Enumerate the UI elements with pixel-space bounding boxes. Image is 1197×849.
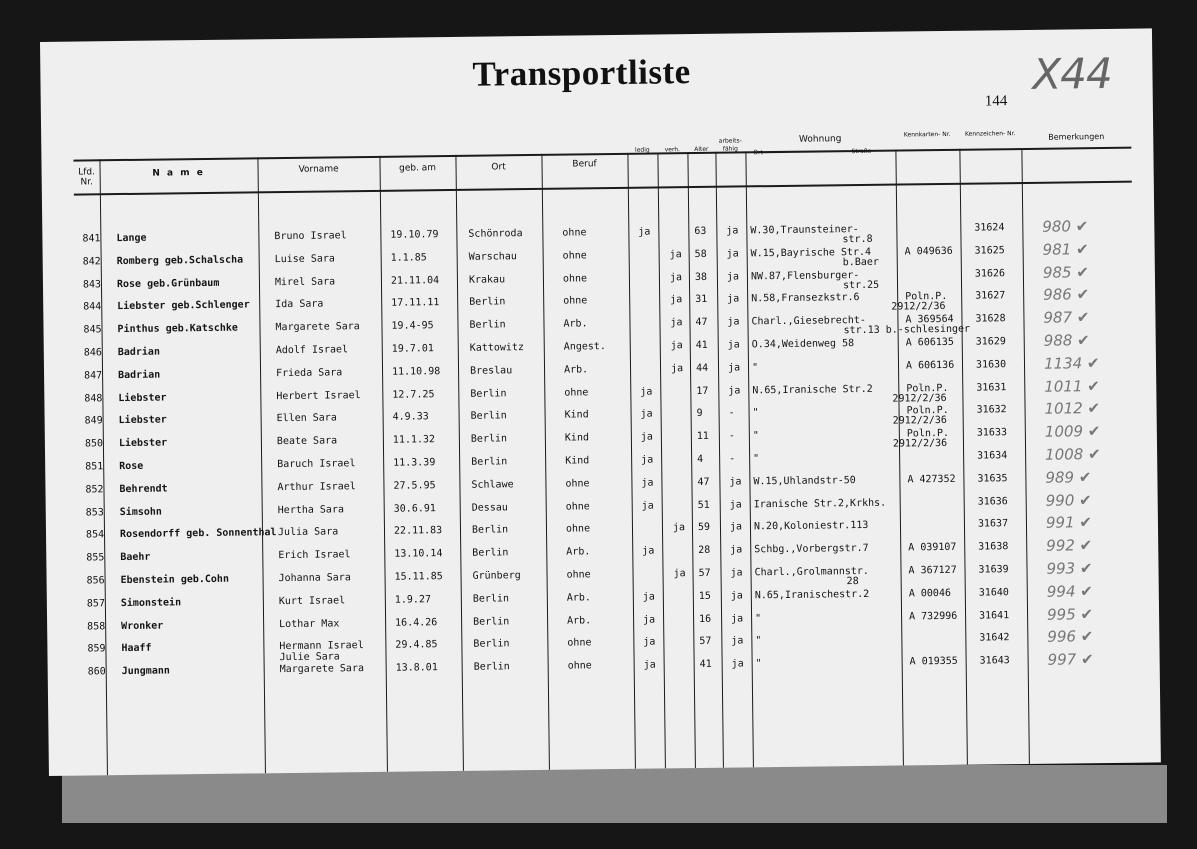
cell-ledig: ja <box>641 477 654 489</box>
cell-ort: Dessau <box>471 501 508 514</box>
handwritten-remark: 992 ✔ <box>1046 536 1093 555</box>
column-divider <box>541 154 550 770</box>
cell-kk1: A 732996 <box>909 610 958 623</box>
cell-ort: Berlin <box>473 615 510 628</box>
handwritten-remark: 995 ✔ <box>1046 604 1094 624</box>
document-title: Transportliste <box>472 52 691 94</box>
cell-vorname: Margarete Sara <box>279 663 365 676</box>
cell-alter: 15 <box>698 590 711 602</box>
cell-ledig: ja <box>642 591 655 603</box>
cell-ledig: ja <box>643 659 656 671</box>
cell-nr: 847 <box>84 370 103 382</box>
handwritten-remark: 981 ✔ <box>1042 240 1089 259</box>
cell-vorname: Erich Israel <box>278 549 351 562</box>
cell-name: Behrendt <box>119 483 168 495</box>
cell-nr: 852 <box>85 484 104 496</box>
cell-geb: 19.7.01 <box>391 343 434 355</box>
cell-af: ja <box>731 613 744 625</box>
cell-af: ja <box>729 476 742 488</box>
cell-kk2: 2912/2/36 <box>892 415 947 428</box>
cell-vorname: Beate Sara <box>276 435 338 448</box>
cell-kz: 31642 <box>979 632 1010 644</box>
cell-af: ja <box>726 225 739 237</box>
cell-geb: 22.11.83 <box>393 525 443 538</box>
cell-nr: 855 <box>86 552 105 564</box>
cell-kk1: A 00046 <box>908 587 952 600</box>
cell-geb: 30.6.91 <box>393 502 436 515</box>
cell-nr: 842 <box>82 256 101 268</box>
cell-kz: 31634 <box>977 450 1008 462</box>
cell-ort: Krakau <box>468 273 506 286</box>
cell-beruf: Kind <box>564 432 590 444</box>
cell-af: ja <box>726 248 739 260</box>
cell-ledig: ja <box>642 545 655 557</box>
cell-alter: 4 <box>697 453 704 466</box>
cell-wohn1: Iranische Str.2,Krkhs. <box>753 497 887 510</box>
cell-kk1: Poln.P. <box>905 291 948 303</box>
header-arbeitsfaehig: arbeits- fähig <box>718 137 742 153</box>
cell-name: Simonstein <box>120 597 182 609</box>
cell-ort: Berlin <box>469 296 506 309</box>
cell-alter: 47 <box>695 317 708 329</box>
cell-ledig: ja <box>640 386 653 398</box>
cell-name: Ebenstein geb.Cohn <box>120 573 230 587</box>
cell-verh: ja <box>670 317 683 329</box>
header-geb-am: geb. am <box>399 163 437 174</box>
cell-kz: 31627 <box>975 290 1006 302</box>
cell-name: Rose geb.Grünbaum <box>116 277 220 290</box>
cell-vorname: Ida Sara <box>275 298 324 311</box>
header-beruf: Beruf <box>572 159 597 170</box>
cell-alter: 44 <box>695 362 709 374</box>
cell-alter: 16 <box>699 613 712 625</box>
cell-ort: Berlin <box>471 524 509 537</box>
header-kennkarten: Kennkarten- Nr. <box>903 130 951 139</box>
cell-nr: 841 <box>82 233 101 245</box>
cell-kk2: 2912/2/36 <box>892 392 947 405</box>
cell-beruf: ohne <box>565 478 590 490</box>
cell-geb: 13.8.01 <box>395 662 438 674</box>
cell-name: Badrian <box>117 346 161 359</box>
page-number: 144 <box>984 93 1008 110</box>
cell-ort: Schönroda <box>468 228 523 240</box>
cell-nr: 844 <box>83 301 102 313</box>
cell-ort: Grünberg <box>472 570 521 582</box>
cell-alter: 38 <box>694 271 708 283</box>
cell-af: ja <box>726 271 740 283</box>
cell-wohn1: " <box>752 407 759 419</box>
cell-verh: ja <box>672 522 686 534</box>
cell-verh: ja <box>669 248 682 261</box>
cell-alter: 28 <box>698 545 711 557</box>
handwritten-remark: 987 ✔ <box>1043 308 1090 327</box>
cell-name: Liebster <box>118 392 167 404</box>
cell-ort: Warschau <box>468 250 517 263</box>
cell-name: Jungmann <box>121 665 170 678</box>
cell-alter: 17 <box>696 385 709 397</box>
cell-vorname: Ellen Sara <box>276 412 337 425</box>
cell-kz: 31625 <box>974 245 1005 257</box>
cell-wohn1: N.20,Koloniestr.113 <box>753 520 869 533</box>
cell-kz: 31630 <box>975 359 1007 371</box>
cell-alter: 63 <box>694 225 707 238</box>
cell-beruf: ohne <box>562 272 588 285</box>
cell-beruf: ohne <box>562 227 587 239</box>
cell-kz: 31628 <box>975 313 1006 325</box>
header-alter: Alter <box>694 145 709 154</box>
cell-beruf: ohne <box>562 250 587 262</box>
cell-kz: 31635 <box>977 473 1008 485</box>
cell-vorname: Hermann Israel <box>279 640 364 653</box>
cell-kz: 31641 <box>979 609 1010 622</box>
handwritten-remark: 991 ✔ <box>1045 513 1093 533</box>
cell-kz: 31633 <box>976 427 1008 439</box>
cell-geb: 1.9.27 <box>394 594 432 606</box>
cell-name: Lange <box>116 232 147 245</box>
cell-kk1: A 019355 <box>909 656 958 668</box>
cell-kk1: A 367127 <box>908 564 957 577</box>
cell-ledig: ja <box>643 636 656 649</box>
cell-alter: 41 <box>695 339 708 352</box>
cell-nr: 859 <box>87 643 106 655</box>
cell-wohn2: str.8 <box>842 233 873 246</box>
cell-wohn1: " <box>755 635 762 647</box>
cell-name: Liebster <box>118 414 167 427</box>
cell-kk1: A 427352 <box>907 473 956 486</box>
cell-nr: 849 <box>84 415 103 427</box>
column-divider <box>959 149 968 765</box>
cell-geb: 16.4.26 <box>395 616 438 629</box>
cell-beruf: ohne <box>567 660 592 672</box>
cell-kz: 31629 <box>975 336 1006 348</box>
cell-kz: 31632 <box>976 404 1007 416</box>
column-divider <box>379 156 388 772</box>
cell-alter: 31 <box>695 294 708 306</box>
cell-geb: 21.11.04 <box>390 274 440 287</box>
cell-geb: 12.7.25 <box>392 388 435 401</box>
cell-af: ja <box>727 293 740 306</box>
cell-af: ja <box>729 521 743 533</box>
cell-nr: 854 <box>85 529 105 541</box>
transport-list-sheet <box>40 28 1161 776</box>
cell-nr: 857 <box>86 598 105 610</box>
cell-alter: 51 <box>697 499 710 511</box>
cell-vorname: Luise Sara <box>274 253 335 265</box>
column-divider <box>257 157 266 773</box>
cell-geb: 1.1.85 <box>390 252 427 264</box>
cell-ort: Berlin <box>471 456 508 468</box>
cell-geb: 4.9.33 <box>392 411 429 424</box>
cell-wohn1: Charl.,Giesebrecht- <box>751 315 866 328</box>
cell-vorname: Hertha Sara <box>277 503 345 516</box>
cell-ort: Berlin <box>472 547 509 559</box>
handwritten-remark: 1008 ✔ <box>1045 445 1101 464</box>
cell-alter: 57 <box>698 567 711 579</box>
header-ort: Ort <box>491 162 506 173</box>
cell-af: ja <box>730 590 743 602</box>
cell-vorname: Kurt Israel <box>278 595 346 607</box>
cell-vorname: Johanna Sara <box>278 572 351 585</box>
cell-af: ja <box>728 385 741 397</box>
cell-vorname: Herbert Israel <box>276 389 361 402</box>
handwritten-remark: 1009 ✔ <box>1044 422 1101 441</box>
cell-name: Rosendorff geb. Sonnenthal <box>119 527 277 541</box>
cell-geb: 13.10.14 <box>394 548 443 560</box>
cell-beruf: Kind <box>565 455 590 467</box>
cell-vorname: Lothar Max <box>279 617 340 630</box>
cell-af: - <box>729 453 736 465</box>
cell-geb: 19.4-95 <box>391 320 434 332</box>
header-name: N a m e <box>152 167 205 179</box>
header-bemerkungen: Bemerkungen <box>1048 132 1105 142</box>
cell-wohn2: 28 <box>846 576 859 588</box>
cell-vorname: Julia Sara <box>277 526 339 539</box>
cell-af: ja <box>731 635 744 647</box>
handwritten-remark: 990 ✔ <box>1045 490 1092 510</box>
cell-vorname: Baruch Israel <box>277 458 356 471</box>
cell-name: Romberg geb.Schalscha <box>116 254 244 267</box>
cell-ort: Berlin <box>473 661 510 673</box>
cell-nr: 851 <box>85 461 104 473</box>
cell-wohn1: " <box>755 658 762 670</box>
column-divider <box>455 155 464 771</box>
cell-beruf: ohne <box>563 295 588 308</box>
header-wohnung-strasse: Straße <box>851 147 872 156</box>
handwritten-remark: 993 ✔ <box>1046 559 1093 578</box>
handwritten-remark: 985 ✔ <box>1042 262 1089 282</box>
header-wohnung: Wohnung <box>798 134 842 145</box>
header-bottom-rule <box>74 181 1132 196</box>
cell-geb: 11.10.98 <box>391 365 441 378</box>
extra-vorname-line: Julie Sara <box>279 651 340 664</box>
cell-kz: 31631 <box>976 381 1007 394</box>
handwritten-page-number: X44 <box>1032 48 1112 99</box>
cell-beruf: Arb. <box>563 364 589 376</box>
cell-beruf: ohne <box>565 500 590 513</box>
cell-geb: 11.3.39 <box>393 457 436 469</box>
cell-af: - <box>728 430 735 442</box>
cell-beruf: Arb. <box>566 546 591 558</box>
header-nr: Lfd. Nr. <box>78 167 96 188</box>
cell-nr: 858 <box>87 620 106 633</box>
cell-ort: Breslau <box>469 365 513 377</box>
cell-kk1: A 606135 <box>905 336 954 349</box>
column-divider <box>627 153 636 769</box>
cell-wohn1: W.15,Uhlandstr-50 <box>753 474 856 488</box>
cell-vorname: Mirel Sara <box>274 276 336 288</box>
cell-ort: Berlin <box>470 433 508 445</box>
cell-kz: 31637 <box>977 518 1009 530</box>
cell-geb: 15.11.85 <box>394 571 443 583</box>
cell-wohn2: str.25 <box>842 279 880 291</box>
cell-alter: 58 <box>694 248 707 260</box>
handwritten-remark: 994 ✔ <box>1046 581 1093 601</box>
cell-kk1: Poln.P. <box>906 428 950 440</box>
cell-kz: 31626 <box>974 267 1006 280</box>
cell-vorname: Bruno Israel <box>274 230 347 243</box>
column-divider <box>895 150 904 766</box>
cell-ort: Berlin <box>473 638 510 651</box>
cell-kz: 31640 <box>978 587 1009 599</box>
cell-ledig: ja <box>643 614 656 626</box>
header-verh: verh. <box>664 146 681 154</box>
cell-alter: 47 <box>697 476 710 488</box>
cell-wohn1: " <box>755 612 762 624</box>
column-divider <box>715 152 724 768</box>
cell-beruf: Arb. <box>566 592 591 604</box>
cell-kk1: A 606136 <box>905 359 955 372</box>
cell-wohn1: W.15,Bayrische Str.4 <box>750 246 872 260</box>
handwritten-remark: 980 ✔ <box>1042 217 1089 236</box>
cell-nr: 848 <box>84 392 103 405</box>
cell-alter: 59 <box>697 522 711 534</box>
cell-wohn2: b.Baer <box>842 256 879 269</box>
cell-kk1: Poln.P. <box>906 382 949 395</box>
cell-af: ja <box>727 339 740 351</box>
cell-verh: ja <box>670 340 683 352</box>
cell-alter: 9 <box>696 408 703 420</box>
cell-wohn1: O.34,Weidenweg 58 <box>751 338 855 351</box>
cell-verh: ja <box>673 568 686 580</box>
cell-ledig: ja <box>641 454 654 466</box>
cell-wohn1: Charl.,Grolmannstr. <box>754 565 869 579</box>
cell-ledig: ja <box>640 431 653 443</box>
cell-kz: 31624 <box>974 222 1005 234</box>
cell-nr: 856 <box>86 575 105 587</box>
cell-name: Pinthus geb.Katschke <box>117 322 239 336</box>
cell-beruf: Kind <box>564 409 589 422</box>
cell-geb: 29.4.85 <box>395 639 438 652</box>
cell-name: Haaff <box>121 643 152 655</box>
cell-wohn1: N.65,Iranischestr.2 <box>754 588 870 602</box>
cell-beruf: Angest. <box>563 341 606 353</box>
cell-alter: 41 <box>699 659 712 671</box>
cell-ort: Schlawe <box>471 479 514 491</box>
cell-wohn1: N.65,Iranische Str.2 <box>752 383 873 396</box>
cell-name: Baehr <box>120 551 151 564</box>
cell-kk1: Poln.P. <box>906 405 949 417</box>
cell-wohn1: " <box>753 453 760 465</box>
cell-ort: Berlin <box>470 387 507 400</box>
handwritten-remark: 1011 ✔ <box>1044 376 1100 396</box>
cell-nr: 850 <box>84 438 104 450</box>
cell-vorname: Frieda Sara <box>275 367 343 379</box>
cell-name: Badrian <box>118 369 161 381</box>
cell-kk1: A 369564 <box>905 314 954 326</box>
cell-kk2: 2912/2/36 <box>892 438 948 450</box>
cell-name: Simsohn <box>119 506 162 518</box>
cell-alter: 57 <box>699 636 712 648</box>
handwritten-remark: 997 ✔ <box>1047 650 1094 669</box>
cell-alter: 11 <box>696 431 709 443</box>
cell-name: Liebster geb.Schlenger <box>117 299 250 313</box>
handwritten-remark: 986 ✔ <box>1043 285 1090 305</box>
cell-beruf: ohne <box>564 386 589 399</box>
cell-wohn2: str.13 b.-schlesinger <box>843 323 971 337</box>
cell-name: Liebster <box>118 437 168 450</box>
cell-af: ja <box>729 499 742 511</box>
cell-af: ja <box>727 316 740 328</box>
cell-geb: 19.10.79 <box>390 229 439 241</box>
handwritten-remark: 996 ✔ <box>1047 627 1094 647</box>
column-divider <box>687 152 696 768</box>
cell-vorname: Adolf Israel <box>275 344 349 357</box>
cell-geb: 11.1.32 <box>392 434 436 446</box>
cell-ledig: ja <box>641 500 654 512</box>
cell-verh: ja <box>670 362 684 375</box>
header-vorname: Vorname <box>298 164 339 175</box>
cell-geb: 17.11.11 <box>391 297 440 310</box>
handwritten-remark: 1134 ✔ <box>1043 353 1100 373</box>
cell-ort: Berlin <box>470 410 507 423</box>
cell-af: - <box>728 407 735 420</box>
cell-beruf: ohne <box>566 569 591 581</box>
cell-wohn1: " <box>751 362 759 374</box>
cell-geb: 27.5.95 <box>393 479 436 492</box>
cell-vorname: Arthur Israel <box>277 480 356 493</box>
header-ledig: ledig <box>634 146 650 154</box>
cell-af: ja <box>727 362 741 374</box>
cell-name: Wronker <box>121 620 164 632</box>
cell-kk1: A 039107 <box>908 542 957 554</box>
cell-ledig: ja <box>640 408 653 421</box>
cell-kz: 31643 <box>979 655 1010 667</box>
cell-nr: 843 <box>82 278 102 291</box>
cell-vorname: Margarete Sara <box>275 321 360 334</box>
column-divider <box>1021 148 1030 764</box>
cell-beruf: Arb. <box>563 318 588 330</box>
cell-ledig: ja <box>638 226 651 238</box>
cell-beruf: ohne <box>565 523 591 536</box>
cell-ort: Berlin <box>472 593 510 605</box>
cell-kk1: A 049636 <box>904 245 953 258</box>
handwritten-remark: 1012 ✔ <box>1044 399 1101 419</box>
cell-af: ja <box>731 658 744 670</box>
cell-verh: ja <box>670 294 683 306</box>
cell-kz: 31639 <box>978 564 1009 576</box>
cell-wohn1: N.58,Fransezkstr.6 <box>751 292 860 305</box>
cell-ort: Kattowitz <box>469 342 525 354</box>
cell-wohn1: NW.87,Flensburger- <box>750 269 860 282</box>
cell-af: ja <box>730 567 743 579</box>
cell-wohn1: Schbg.,Vorbergstr.7 <box>754 543 869 556</box>
column-divider <box>657 152 666 768</box>
header-wohnung-ort: Ort <box>753 149 763 157</box>
cell-wohn1: " <box>752 430 759 442</box>
cell-nr: 846 <box>83 347 102 359</box>
cell-af: ja <box>730 544 743 556</box>
cell-nr: 853 <box>85 506 104 519</box>
cell-kk2: 2912/2/36 <box>891 301 946 314</box>
handwritten-remark: 988 ✔ <box>1043 331 1090 350</box>
cell-wohn1: W.30,Traunsteiner- <box>750 224 859 237</box>
cell-verh: ja <box>669 271 683 283</box>
header-kennzeichen: Kennzeichen- Nr. <box>964 130 1016 138</box>
cell-beruf: ohne <box>567 637 592 649</box>
cell-kz: 31638 <box>978 541 1009 553</box>
cell-name: Rose <box>119 460 144 473</box>
handwritten-remark: 989 ✔ <box>1045 467 1092 487</box>
cell-nr: 860 <box>87 666 106 678</box>
cell-ort: Berlin <box>469 319 506 331</box>
cell-nr: 845 <box>83 324 102 336</box>
cell-kz: 31636 <box>977 495 1008 508</box>
cell-beruf: Arb. <box>567 614 592 627</box>
